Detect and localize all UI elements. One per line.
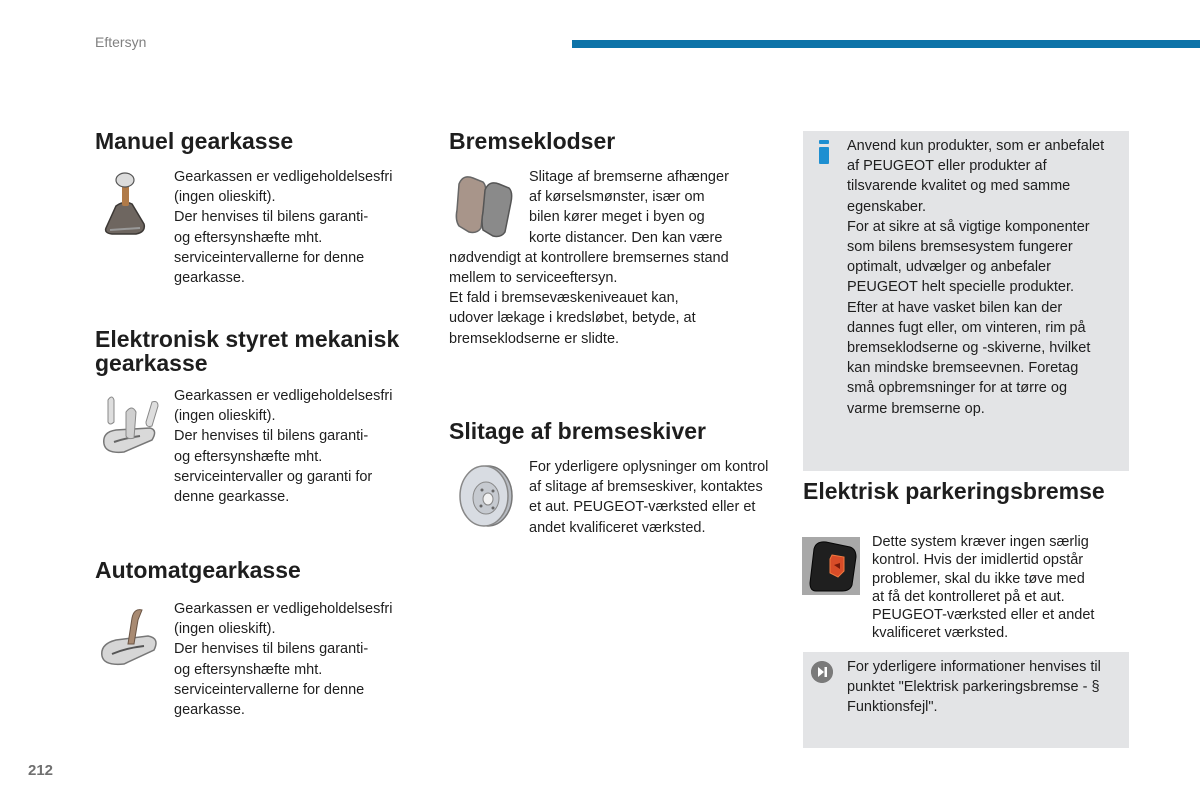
- heading-automatic-gearbox: Automatgearkasse: [95, 557, 301, 583]
- cross-reference-icon: [811, 661, 833, 683]
- automatic-gear-selector-icon: [98, 604, 162, 668]
- brake-disc-icon: [456, 460, 516, 530]
- brake-discs-text: For yderligere oplysninger om kontrol af slitage af bremseskiver, kontaktes et aut. PEUGEOT-værksted eller et andet kvalificeret værksted.: [529, 459, 769, 536]
- electronic-gear-selector-icon: [98, 392, 164, 456]
- heading-electric-parking-brake: Elektrisk parkeringsbremse: [803, 478, 1105, 504]
- heading-manual-gearbox: Manuel gearkasse: [95, 128, 294, 154]
- section-label: Eftersyn: [95, 34, 147, 50]
- cross-reference-text[interactable]: For yderligere informationer henvises til punktet "Elektrisk parkeringsbremse - § Funktionsfejl".: [847, 659, 1101, 716]
- electric-parking-brake-text: Dette system kræver ingen særlig kontrol. Hvis der imidlertid opstår problemer, skal du ikke tøve med at få det kontrolleret på et aut. PEUGEOT-værksted eller et andet kvalificeret værksted.: [872, 534, 1095, 642]
- page-number: 212: [28, 762, 54, 779]
- heading-electronic-gearbox: Elektronisk styret mekanisk gearkasse: [95, 326, 400, 376]
- brake-pads-text: Slitage af bremserne afhænger af kørselsmønster, især om bilen kører meget i byen og korte distancer. Den kan være nødvendigt at kontrollere bremsernes stand mellem to serviceeftersyn. Et fald i bremsevæskeniveauet kan, udover lækage i kredsløbet, betyde, at bremseklodserne er slidte.: [449, 169, 729, 347]
- electronic-gearbox-text: Gearkassen er vedligeholdelsesfri (ingen olieskift). Der henvises til bilens garanti- og eftersynshæfte mht. serviceintervaller og garanti for denne gearkasse.: [174, 388, 393, 506]
- heading-brake-discs: Slitage af bremseskiver: [449, 418, 706, 444]
- automatic-gearbox-text: Gearkassen er vedligeholdelsesfri (ingen olieskift). Der henvises til bilens garanti- og eftersynshæfte mht. serviceintervallerne for denne gearkasse.: [174, 601, 393, 719]
- info-icon: [819, 140, 829, 164]
- manual-gear-lever-icon: [100, 170, 150, 238]
- parking-brake-switch-icon: [802, 537, 860, 595]
- manual-gearbox-text: Gearkassen er vedligeholdelsesfri (ingen olieskift). Der henvises til bilens garanti- og eftersynshæfte mht. serviceintervallerne for denne gearkasse.: [174, 169, 393, 287]
- heading-brake-pads: Bremseklodser: [449, 128, 616, 154]
- info-note-text: Anvend kun produkter, som er anbefalet af PEUGEOT eller produkter af tilsvarende kvalitet og med samme egenskaber. For at sikre at så vigtige komponenter som bilens bremsesystem fungerer optimalt, udvælger og anbefaler PEUGEOT helt specielle produkter. Efter at have vasket bilen kan der dannes fugt eller, om vinteren, rim på bremseklodserne og -skiverne, hvilket kan mindske bremseevnen. Foretag små opbremsninger for at tørre og varme bremserne op.: [847, 138, 1105, 417]
- header-accent-bar: [572, 40, 1200, 48]
